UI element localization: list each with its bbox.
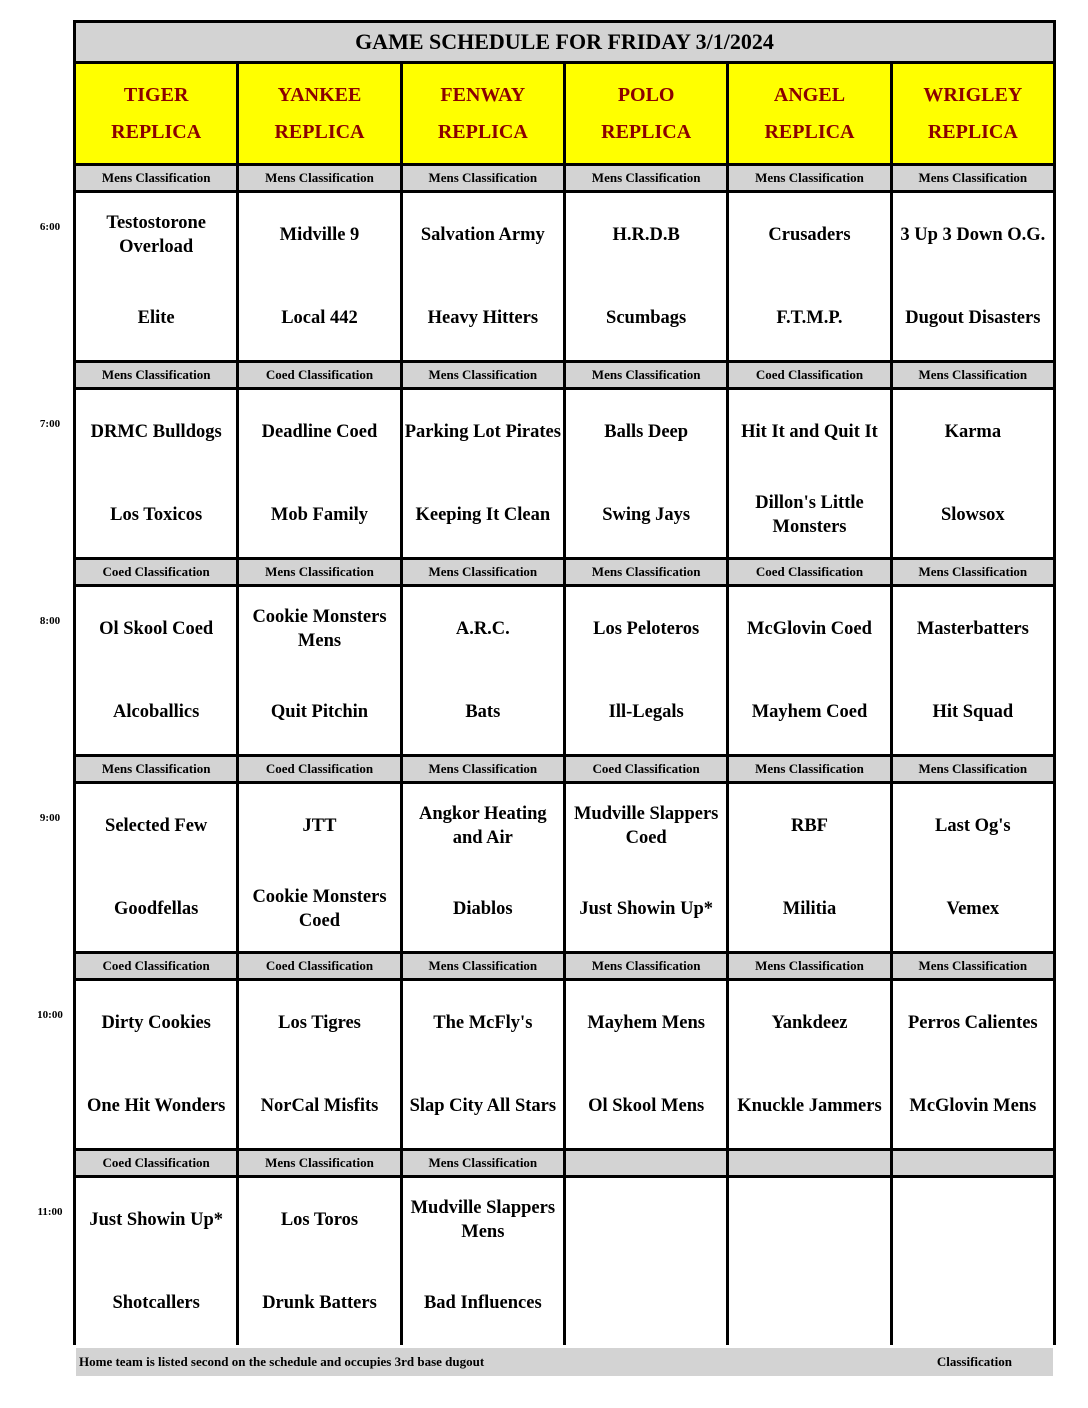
- game-cell: [893, 1178, 1053, 1345]
- field-header: [729, 64, 889, 163]
- classification-label: Mens Classification: [566, 363, 726, 387]
- field-name: WRIGLEY: [923, 83, 1023, 106]
- classification-label: Coed Classification: [76, 954, 236, 978]
- classification-label: Mens Classification: [239, 1151, 399, 1175]
- game-cell: [403, 587, 563, 754]
- game-cell: [403, 193, 563, 360]
- classification-label: Mens Classification: [403, 560, 563, 584]
- classification-label: Mens Classification: [403, 166, 563, 190]
- game-cell: [566, 784, 726, 951]
- field-subtitle: REPLICA: [274, 120, 365, 143]
- game-cell: [566, 193, 726, 360]
- home-team: Swing Jays: [602, 505, 691, 526]
- away-team: Balls Deep: [604, 421, 689, 442]
- away-team: RBF: [790, 815, 828, 836]
- game-cell: [239, 390, 399, 557]
- home-team: Bad Influences: [423, 1293, 542, 1314]
- game-cell: [893, 587, 1053, 754]
- away-team: Los Toros: [280, 1209, 359, 1230]
- home-team: Los Toxicos: [110, 505, 203, 526]
- game-cell: [239, 193, 399, 360]
- game-cell: [239, 1178, 399, 1345]
- field-subtitle: REPLICA: [764, 120, 855, 143]
- field-subtitle: REPLICA: [111, 120, 202, 143]
- game-cell: [76, 784, 236, 951]
- game-cell: [76, 390, 236, 557]
- classification-label: Coed Classification: [729, 560, 889, 584]
- game-cell: [566, 390, 726, 557]
- home-team: Slowsox: [940, 505, 1005, 526]
- away-team: Just Showin Up*: [89, 1209, 223, 1230]
- game-cell: [76, 587, 236, 754]
- field-subtitle: REPLICA: [437, 120, 528, 143]
- game-cell: [729, 784, 889, 951]
- home-team: Slap City All Stars: [409, 1096, 557, 1117]
- game-cell: [403, 1178, 563, 1345]
- away-team: Los Tigres: [278, 1012, 361, 1033]
- game-cell: [729, 981, 889, 1148]
- home-team: Goodfellas: [114, 899, 199, 920]
- game-cell: [239, 587, 399, 754]
- away-team: Yankdeez: [771, 1012, 848, 1033]
- away-team: Cookie Monsters Mens: [252, 606, 387, 651]
- footer-right-label: Classification: [936, 1354, 1012, 1369]
- field-header: [893, 64, 1053, 163]
- away-team: The McFly's: [433, 1012, 533, 1033]
- classification-label: Coed Classification: [239, 757, 399, 781]
- home-team: F.T.M.P.: [776, 308, 843, 329]
- away-team: Los Peloteros: [593, 618, 700, 639]
- classification-label: Mens Classification: [729, 166, 889, 190]
- home-team: Elite: [137, 308, 175, 329]
- time-label: 10:00: [37, 1009, 63, 1021]
- away-team: Selected Few: [105, 815, 208, 836]
- time-label: 11:00: [37, 1206, 63, 1218]
- game-cell: [893, 981, 1053, 1148]
- schedule-table: [73, 20, 1056, 1369]
- home-team: Alcoballics: [112, 702, 200, 723]
- game-cell: [893, 784, 1053, 951]
- away-team: 3 Up 3 Down O.G.: [900, 224, 1046, 245]
- home-team: Vemex: [946, 899, 1000, 920]
- away-team: Dirty Cookies: [101, 1012, 211, 1033]
- classification-label: Mens Classification: [729, 757, 889, 781]
- away-team: [729, 1178, 889, 1262]
- field-name: YANKEE: [277, 83, 362, 106]
- away-team: Ol Skool Coed: [99, 618, 214, 639]
- game-cell: [729, 193, 889, 360]
- away-team: Karma: [944, 421, 1002, 442]
- classification-label: Mens Classification: [566, 954, 726, 978]
- away-team: Testostorone Overload: [106, 212, 207, 257]
- time-label: 8:00: [39, 615, 61, 627]
- game-cell: [76, 193, 236, 360]
- away-team: DRMC Bulldogs: [90, 421, 222, 442]
- classification-label: Mens Classification: [893, 166, 1053, 190]
- classification-label: Mens Classification: [893, 954, 1053, 978]
- field-name: TIGER: [123, 83, 189, 106]
- field-header: [566, 64, 726, 163]
- game-cell: [729, 587, 889, 754]
- game-cell: [566, 981, 726, 1148]
- classification-label: Coed Classification: [729, 363, 889, 387]
- field-subtitle: REPLICA: [927, 120, 1018, 143]
- classification-label: Coed Classification: [76, 560, 236, 584]
- home-team: Mayhem Coed: [751, 702, 868, 723]
- classification-label: [566, 1151, 726, 1175]
- classification-label: Mens Classification: [76, 363, 236, 387]
- away-team: Salvation Army: [420, 224, 545, 245]
- classification-label: Mens Classification: [893, 363, 1053, 387]
- classification-label: Mens Classification: [566, 560, 726, 584]
- classification-label: Mens Classification: [403, 954, 563, 978]
- home-team: Heavy Hitters: [427, 308, 539, 329]
- game-cell: [403, 784, 563, 951]
- away-team: Last Og's: [935, 815, 1011, 836]
- home-team: Bats: [465, 702, 501, 723]
- away-team: Midville 9: [279, 224, 360, 245]
- away-team: McGlovin Coed: [747, 618, 872, 639]
- home-team: McGlovin Mens: [909, 1096, 1037, 1117]
- game-cell: [76, 1178, 236, 1345]
- home-team: [566, 1262, 726, 1346]
- home-team: Cookie Monsters Coed: [252, 887, 387, 932]
- field-header: [239, 64, 399, 163]
- classification-label: Mens Classification: [893, 757, 1053, 781]
- away-team: [893, 1178, 1053, 1262]
- away-team: Angkor Heating and Air: [419, 803, 547, 848]
- home-team: Hit Squad: [932, 702, 1014, 723]
- away-team: Deadline Coed: [261, 421, 378, 442]
- classification-label: Mens Classification: [566, 166, 726, 190]
- away-team: Parking Lot Pirates: [404, 421, 561, 442]
- game-cell: [893, 390, 1053, 557]
- home-team: Keeping It Clean: [415, 505, 551, 526]
- footer-note: Home team is listed second on the schedule and occupies 3rd base dugout: [79, 1354, 485, 1369]
- classification-label: Mens Classification: [239, 560, 399, 584]
- home-team: Dugout Disasters: [905, 308, 1041, 329]
- home-team: Local 442: [281, 308, 358, 329]
- game-cell: [566, 1178, 726, 1345]
- away-team: Mudville Slappers Mens: [410, 1197, 556, 1242]
- game-cell: [403, 981, 563, 1148]
- game-cell: [76, 981, 236, 1148]
- time-label: 9:00: [39, 812, 61, 824]
- classification-label: Coed Classification: [76, 1151, 236, 1175]
- classification-label: Coed Classification: [239, 363, 399, 387]
- time-label: 6:00: [39, 221, 61, 233]
- away-team: Mudville Slappers Coed: [573, 803, 719, 848]
- footer-note-bar: [76, 1348, 1053, 1376]
- home-team: [729, 1262, 889, 1346]
- classification-label: Mens Classification: [729, 954, 889, 978]
- away-team: Hit It and Quit It: [741, 421, 878, 442]
- classification-label: Mens Classification: [76, 757, 236, 781]
- classification-label: [893, 1151, 1053, 1175]
- home-team: Mob Family: [270, 505, 369, 526]
- home-team: Just Showin Up*: [579, 899, 713, 920]
- home-team: Ill-Legals: [608, 702, 684, 723]
- home-team: Diablos: [453, 899, 513, 920]
- classification-label: Mens Classification: [893, 560, 1053, 584]
- field-subtitle: REPLICA: [601, 120, 692, 143]
- classification-label: [729, 1151, 889, 1175]
- away-team: JTT: [302, 815, 337, 836]
- home-team: One Hit Wonders: [86, 1096, 226, 1117]
- field-name: ANGEL: [773, 83, 846, 106]
- game-cell: [239, 784, 399, 951]
- home-team: NorCal Misfits: [260, 1096, 379, 1117]
- classification-label: Mens Classification: [403, 363, 563, 387]
- home-team: Quit Pitchin: [270, 702, 369, 723]
- home-team: Militia: [782, 899, 837, 920]
- field-name: POLO: [617, 83, 675, 106]
- classification-label: Coed Classification: [239, 954, 399, 978]
- away-team: A.R.C.: [455, 618, 510, 639]
- field-name: FENWAY: [440, 83, 526, 106]
- page-title: GAME SCHEDULE FOR FRIDAY 3/1/2024: [76, 23, 1053, 61]
- away-team: Crusaders: [768, 224, 851, 245]
- classification-label: Mens Classification: [403, 1151, 563, 1175]
- home-team: Shotcallers: [112, 1293, 200, 1314]
- game-cell: [566, 587, 726, 754]
- away-team: [566, 1178, 726, 1262]
- field-header: [403, 64, 563, 163]
- home-team: Drunk Batters: [262, 1293, 377, 1314]
- home-team: Dillon's Little Monsters: [755, 493, 864, 538]
- away-team: H.R.D.B: [612, 224, 680, 245]
- classification-label: Mens Classification: [76, 166, 236, 190]
- classification-label: Mens Classification: [403, 757, 563, 781]
- game-cell: [239, 981, 399, 1148]
- game-cell: [729, 1178, 889, 1345]
- game-cell: [403, 390, 563, 557]
- away-team: Mayhem Mens: [587, 1012, 705, 1033]
- game-cell: [729, 390, 889, 557]
- field-header: [76, 64, 236, 163]
- classification-label: Coed Classification: [566, 757, 726, 781]
- time-label: 7:00: [39, 418, 61, 430]
- classification-label: Mens Classification: [239, 166, 399, 190]
- home-team: Knuckle Jammers: [737, 1096, 882, 1117]
- home-team: [893, 1262, 1053, 1346]
- home-team: Ol Skool Mens: [588, 1096, 705, 1117]
- home-team: Scumbags: [606, 308, 687, 329]
- away-team: Masterbatters: [916, 618, 1029, 639]
- away-team: Perros Calientes: [908, 1012, 1038, 1033]
- game-cell: [893, 193, 1053, 360]
